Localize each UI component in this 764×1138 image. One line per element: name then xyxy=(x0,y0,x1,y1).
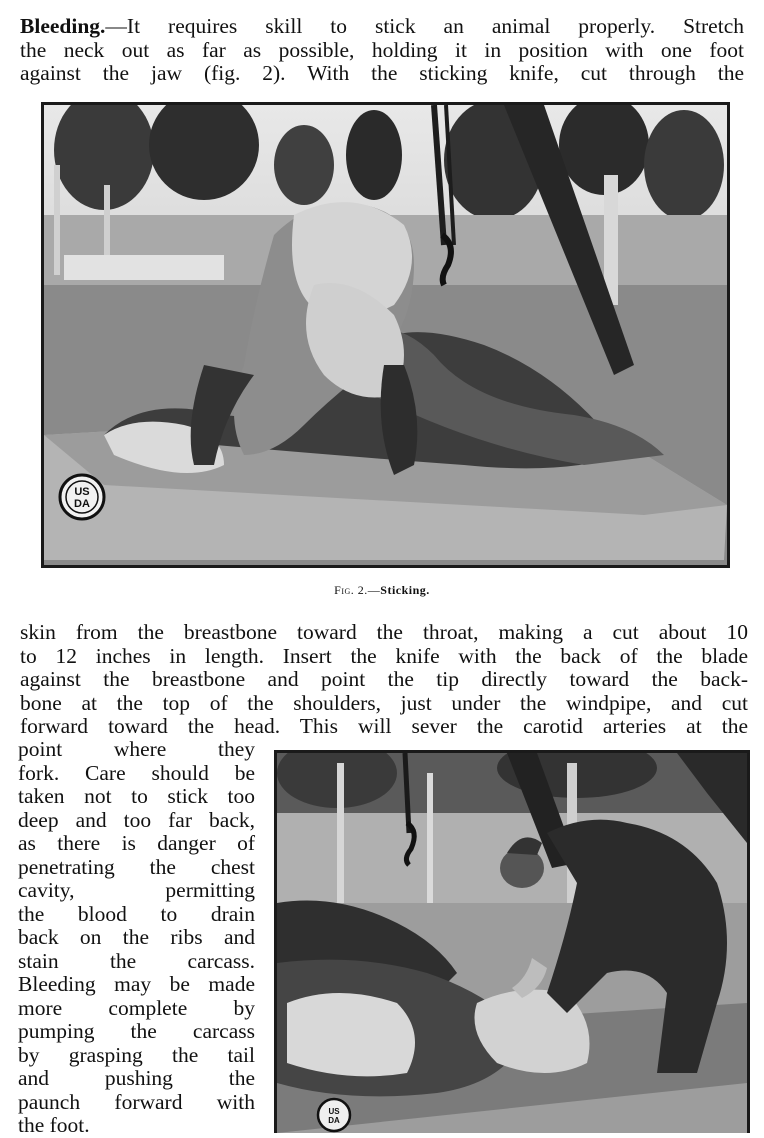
paragraph-line: back on the ribs and xyxy=(18,925,255,949)
paragraph-line: stain the carcass. xyxy=(18,948,255,973)
seal-top-text: US xyxy=(328,1107,340,1116)
paragraph-line: pumping the carcass xyxy=(18,1019,255,1043)
caption-title: Sticking. xyxy=(380,583,430,597)
paragraph-line xyxy=(20,15,744,39)
photo-illustration xyxy=(277,753,747,1133)
paragraph-line: taken not to stick too xyxy=(18,784,255,808)
paragraph-line: against the breastbone and point the tip directly toward the back- xyxy=(20,667,748,691)
paragraph-line: forward toward the head. This will sever the carotid arteries at the xyxy=(20,714,748,738)
paragraph-line: fork. Care should be xyxy=(18,760,255,785)
paragraph-line: more complete by xyxy=(18,995,255,1020)
seal-bottom-text: DA xyxy=(74,498,90,510)
paragraph-line: the neck out as far as possible, holding it in position with one foot xyxy=(20,37,744,62)
section-lead: Bleeding. xyxy=(20,14,106,38)
paragraph-line: the blood to drain xyxy=(18,901,255,926)
paragraph-text: —It requires skill to stick an animal properly. Stretch xyxy=(105,14,744,38)
paragraph-line: against the jaw (fig. 2). With the sticking knife, cut through the xyxy=(20,61,744,85)
paragraph-line: by grasping the tail xyxy=(18,1042,255,1067)
paragraph-line: Bleeding may be made xyxy=(18,972,255,996)
paragraph-line: deep and too far back, xyxy=(18,807,255,832)
figure-sticking-photo xyxy=(41,102,730,568)
paragraph-care-column xyxy=(18,738,255,1138)
paragraph-line: to 12 inches in length. Insert the knife with the back of the blade xyxy=(20,643,748,668)
figure-caption xyxy=(0,583,764,598)
paragraph-bleeding xyxy=(20,15,744,86)
paragraph-line: the foot. xyxy=(18,1113,90,1137)
photo-illustration xyxy=(44,105,727,565)
paragraph-line: and pushing the xyxy=(18,1066,255,1090)
paragraph-line: penetrating the chest xyxy=(18,854,255,879)
paragraph-line: skin from the breastbone toward the throat, making a cut about 10 xyxy=(20,620,748,644)
seal-bottom-text: DA xyxy=(328,1116,340,1125)
paragraph-line: as there is danger of xyxy=(18,831,255,855)
paragraph-line: paunch forward with xyxy=(18,1089,255,1114)
figure-bleeding-photo xyxy=(274,750,750,1133)
caption-dash: — xyxy=(367,583,381,597)
paragraph-line: point where they xyxy=(18,737,255,761)
seal-top-text: US xyxy=(74,486,90,498)
usda-seal-icon xyxy=(60,475,104,519)
paragraph-line: cavity, permitting xyxy=(18,878,255,902)
paragraph-sticking-method xyxy=(20,621,748,739)
paragraph-line: bone at the top of the shoulders, just under the windpipe, and cut xyxy=(20,690,748,715)
caption-fig-label: Fig. 2. xyxy=(334,583,368,597)
usda-seal-icon xyxy=(318,1099,350,1131)
